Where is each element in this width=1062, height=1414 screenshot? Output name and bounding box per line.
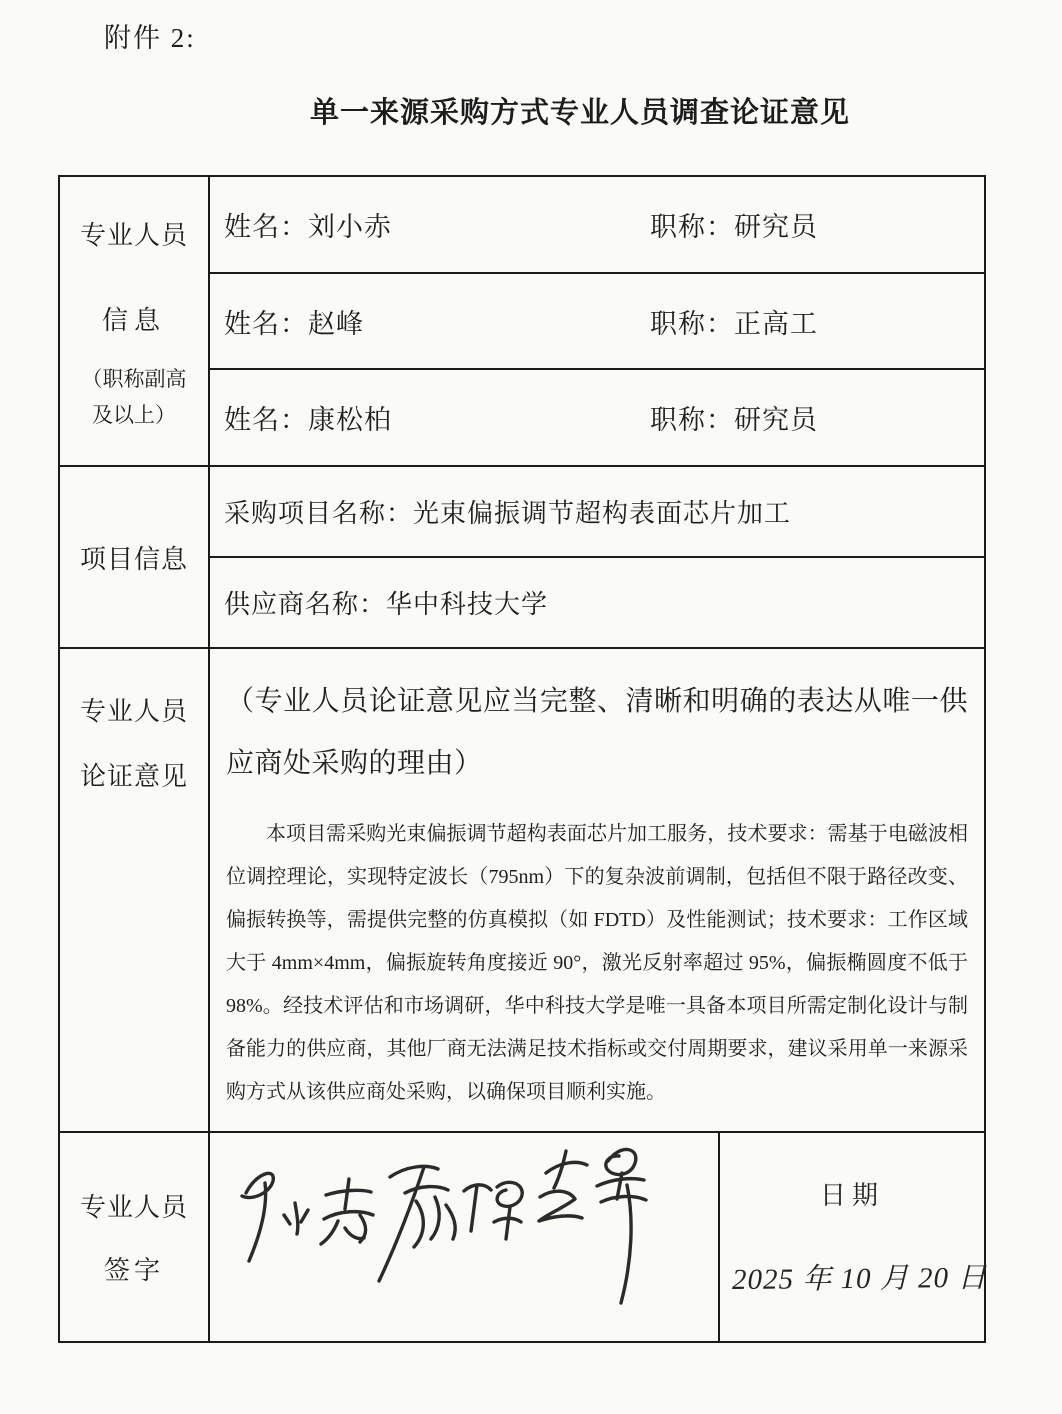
opinion-header-line1: 专业人员 bbox=[79, 697, 188, 726]
opinion-header-line2: 论证意见 bbox=[79, 762, 188, 791]
project-name-value: 光束偏振调节超构表面芯片加工 bbox=[413, 499, 792, 528]
name-label: 姓名： bbox=[224, 405, 308, 436]
signature-area bbox=[210, 1133, 718, 1341]
signature-kang-songbai bbox=[379, 1166, 522, 1281]
signature-section bbox=[60, 1133, 988, 1341]
attachment-label: 附件 2: bbox=[104, 23, 196, 53]
handwritten-date: 2025 年 10 月 20 日 bbox=[731, 1261, 988, 1297]
name-value-3: 康松柏 bbox=[308, 405, 392, 436]
personnel-row-1 bbox=[210, 177, 984, 272]
signature-header-line2: 签字 bbox=[103, 1256, 164, 1285]
signature-liu-xiaochi bbox=[242, 1173, 373, 1261]
signature-header-line1: 专业人员 bbox=[79, 1193, 188, 1222]
personnel-row-3 bbox=[210, 368, 984, 465]
title-value-2: 正高工 bbox=[734, 308, 818, 339]
name-value-1: 刘小赤 bbox=[308, 211, 392, 242]
name-field-1 bbox=[224, 205, 650, 244]
date-cell bbox=[718, 1133, 988, 1341]
title-field-2 bbox=[650, 302, 818, 341]
name-label: 姓名： bbox=[224, 211, 308, 242]
title-field-3 bbox=[650, 398, 818, 437]
signature-zhao-feng bbox=[539, 1149, 646, 1303]
opinion-body: 本项目需采购光束偏振调节超构表面芯片加工服务，技术要求：需基于电磁波相位调控理论，实现特定波长（795nm）下的复杂波前调制，包括但不限于路径改变、偏振转换等，需提供完整的仿真模拟（如 FDTD）及性能测试；技术要求：工作区域大于 4mm×4mm，偏振旋转角度接近 90°，激光反射率超过 95%，偏振椭圆度不低于 98%。经技术评估和市场调研，华中科技大学是唯一具备本项目所需定制化设计与制备能力的供应商，其他厂商无法满足技术指标或交付周期要求，建议采用单一来源采购方式从该供应商处采购，以确保项目顺利实施。 bbox=[226, 823, 968, 1103]
title-label: 职称： bbox=[650, 308, 734, 339]
project-rows bbox=[210, 467, 984, 647]
signature-section-header bbox=[60, 1133, 210, 1341]
date-label: 日期 bbox=[819, 1181, 884, 1210]
title-field-1 bbox=[650, 205, 818, 244]
personnel-rows bbox=[210, 177, 984, 465]
name-value-2: 赵峰 bbox=[308, 308, 364, 339]
opinion-content bbox=[210, 649, 984, 1131]
project-row-2 bbox=[210, 556, 984, 647]
personnel-section bbox=[60, 177, 984, 467]
name-field-3 bbox=[224, 398, 650, 437]
personnel-note-line2: 及以上） bbox=[92, 403, 176, 427]
personnel-header-line1: 专业人员 bbox=[79, 221, 188, 250]
opinion-instruction: （专业人员论证意见应当完整、清晰和明确的表达从唯一供应商处采购的理由） bbox=[226, 686, 968, 779]
name-label: 姓名： bbox=[224, 308, 308, 339]
title-value-3: 研究员 bbox=[734, 405, 818, 436]
project-section-header bbox=[60, 467, 210, 647]
handwritten-signatures bbox=[210, 1133, 720, 1339]
personnel-row-2 bbox=[210, 272, 984, 369]
personnel-section-header bbox=[60, 177, 210, 465]
supplier-name-value: 华中科技大学 bbox=[386, 590, 549, 619]
name-field-2 bbox=[224, 302, 650, 341]
project-header-label: 项目信息 bbox=[79, 544, 188, 574]
personnel-header-line2: 信息 bbox=[101, 306, 166, 335]
project-section bbox=[60, 467, 984, 649]
project-name-label: 采购项目名称： bbox=[224, 499, 414, 528]
project-row-1 bbox=[210, 467, 984, 556]
form-table bbox=[58, 175, 986, 1343]
opinion-section-header bbox=[60, 649, 210, 1131]
opinion-section bbox=[60, 649, 984, 1133]
title-label: 职称： bbox=[650, 405, 734, 436]
page-title: 单一来源采购方式专业人员调查论证意见 bbox=[310, 97, 851, 129]
personnel-note-line1: （职称副高 bbox=[81, 367, 187, 391]
supplier-name-label: 供应商名称： bbox=[224, 590, 387, 619]
personnel-header-note bbox=[82, 361, 187, 433]
title-label: 职称： bbox=[650, 211, 734, 242]
title-value-1: 研究员 bbox=[734, 211, 818, 242]
